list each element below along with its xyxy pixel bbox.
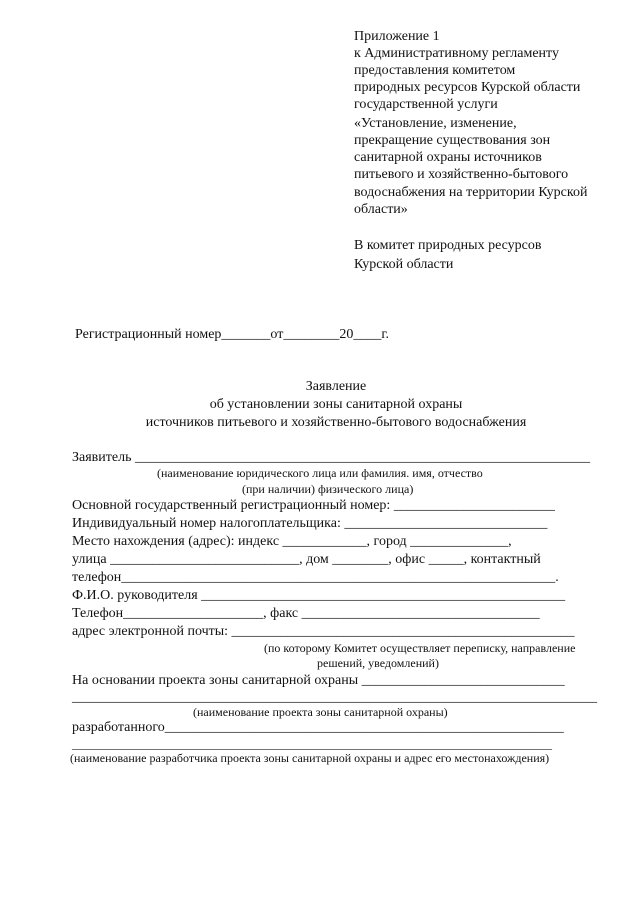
address-field: улица ___________________________, дом ________, офис _____, контактный xyxy=(72,552,541,567)
header-line: санитарной охраны источников xyxy=(354,150,542,165)
title-line: об установлении зоны санитарной охраны xyxy=(209,397,463,412)
ogrn-field: Основной государственный регистрационный номер: _______________________ xyxy=(72,498,555,513)
recipient-line: Курской области xyxy=(354,257,454,272)
developer-line: ________________________________________________________________________________ xyxy=(72,737,552,751)
address-field: телефон______________________________________________________________. xyxy=(72,570,559,585)
header-line: к Административному регламенту xyxy=(354,46,559,61)
developer-hint: (наименование разработчика проекта зоны санитарной охраны и адрес его местонахождения) xyxy=(70,751,550,765)
header-line: природных ресурсов Курской области xyxy=(354,80,581,95)
header-line: Приложение 1 xyxy=(354,29,440,44)
header-line: государственной услуги xyxy=(354,97,498,112)
director-field: Ф.И.О. руководителя ____________________________________________________ xyxy=(72,588,566,603)
email-field: адрес электронной почты: _________________________________________________ xyxy=(72,624,575,639)
applicant-hint: (при наличии) физического лица) xyxy=(242,482,414,496)
project-hint: (наименование проекта зоны санитарной охраны) xyxy=(193,705,448,719)
header-line: питьевого и хозяйственно-бытового xyxy=(354,167,569,182)
title-line: Заявление xyxy=(305,379,367,394)
header-line: области» xyxy=(354,202,408,217)
address-field: Место нахождения (адрес): индекс ____________, город ______________, xyxy=(72,534,512,549)
applicant-field: Заявитель _________________________________________________________________ xyxy=(72,450,590,465)
applicant-hint: (наименование юридического лица или фамилия. имя, отчество xyxy=(157,466,483,480)
header-line: «Установление, изменение, xyxy=(354,116,517,131)
header-line: водоснабжения на территории Курской xyxy=(354,185,588,200)
project-line: ___________________________________________________________________________ xyxy=(72,690,597,705)
registration-number: Регистрационный номер_______от________20____г. xyxy=(75,327,390,342)
title-line: источников питьевого и хозяйственно-бытового водоснабжения xyxy=(145,415,527,430)
header-line: предоставления комитетом xyxy=(354,63,516,78)
email-hint: решений, уведомлений) xyxy=(317,656,439,670)
project-field: На основании проекта зоны санитарной охраны _____________________________ xyxy=(72,673,565,688)
recipient-line: В комитет природных ресурсов xyxy=(354,238,542,253)
header-line: прекращение существования зон xyxy=(354,133,551,148)
email-hint: (по которому Комитет осуществляет переписку, направление xyxy=(264,641,576,655)
inn-field: Индивидуальный номер налогоплательщика: _____________________________ xyxy=(72,516,548,531)
phone-fax-field: Телефон____________________, факс __________________________________ xyxy=(72,606,540,621)
developed-field: разработанного_________________________________________________________ xyxy=(72,720,564,735)
